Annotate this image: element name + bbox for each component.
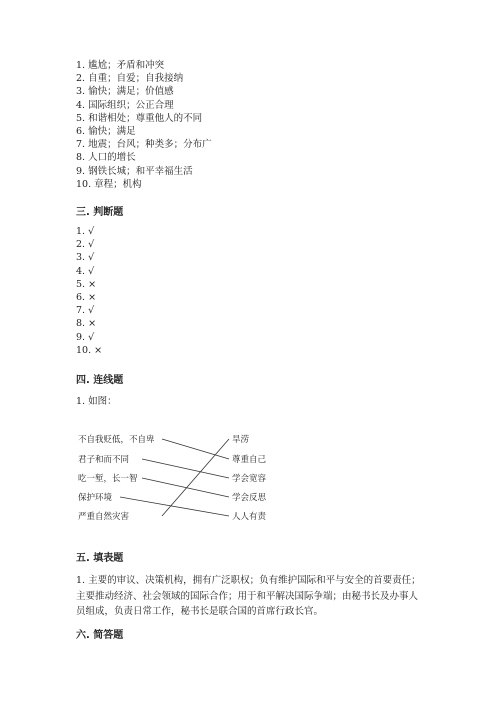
section-heading-judgement: 三. 判断题 xyxy=(76,207,124,218)
answer-item: 9. 钢铁长城；和平幸福生活 xyxy=(76,165,193,177)
judgement-item: 7. √ xyxy=(76,305,95,317)
match-line xyxy=(142,459,229,478)
match-line xyxy=(162,439,229,459)
judgement-item: 6. × xyxy=(76,292,97,304)
right-item: 学会反思 xyxy=(232,493,267,503)
answer-item: 1. 尴尬；矛盾和冲突 xyxy=(76,60,165,71)
right-item: 学会宽容 xyxy=(232,474,267,484)
left-item: 严重自然灾害 xyxy=(78,512,130,522)
left-item: 吃一堑，长一智 xyxy=(78,474,138,484)
answer-item: 5. 和谐相处；尊重他人的不同 xyxy=(76,112,203,124)
judgement-item: 4. √ xyxy=(76,265,95,277)
judgement-item: 10. × xyxy=(76,344,103,356)
left-item: 保护环境 xyxy=(78,493,113,503)
judgement-item: 9. √ xyxy=(76,331,95,343)
table-answer-text: 1. 主要的审议、决策机构，拥有广泛职权；负有维护国际和平与安全的首要责任；主要推动经济、社会领域的国际合作；用于和平解决国际争端；由秘书长及办事人员组成，负责日常工作，秘书长是联合国的首席行政长官。 xyxy=(76,575,421,617)
matching-diagram xyxy=(70,428,310,528)
judgement-item: 2. √ xyxy=(76,239,95,251)
section-heading-table: 五. 填表题 xyxy=(76,553,124,564)
answer-item: 10. 章程；机构 xyxy=(76,178,142,190)
judgement-answers-list xyxy=(76,225,102,357)
section-heading-short-answer: 六. 简答题 xyxy=(76,630,124,641)
judgement-item: 1. √ xyxy=(76,226,95,237)
answer-item: 3. 愉快；满足；价值感 xyxy=(76,86,174,98)
judgement-item: 8. × xyxy=(76,318,97,330)
answer-item: 6. 愉快；满足 xyxy=(76,126,136,138)
answer-item: 2. 自重；自爱；自我接纳 xyxy=(76,73,184,85)
judgement-item: 3. √ xyxy=(76,252,95,264)
right-item: 人人有责 xyxy=(232,512,267,522)
right-item: 尊重自己 xyxy=(232,455,267,465)
right-item: 旱涝 xyxy=(232,435,250,445)
answer-item: 4. 国际组织；公正合理 xyxy=(76,99,174,111)
match-line xyxy=(142,478,229,497)
answer-item: 7. 地震；台风；种类多；分布广 xyxy=(76,139,212,151)
matching-intro: 1. 如图： xyxy=(76,396,117,407)
match-line xyxy=(120,497,229,516)
left-item: 君子和而不同 xyxy=(78,455,130,465)
left-item: 不自我贬低，不自卑 xyxy=(78,435,155,445)
section-heading-matching: 四. 连线题 xyxy=(76,375,124,386)
judgement-item: 5. × xyxy=(76,278,97,290)
answer-item: 8. 人口的增长 xyxy=(76,152,136,164)
match-line xyxy=(162,439,229,516)
fill-answers-list xyxy=(76,59,212,191)
